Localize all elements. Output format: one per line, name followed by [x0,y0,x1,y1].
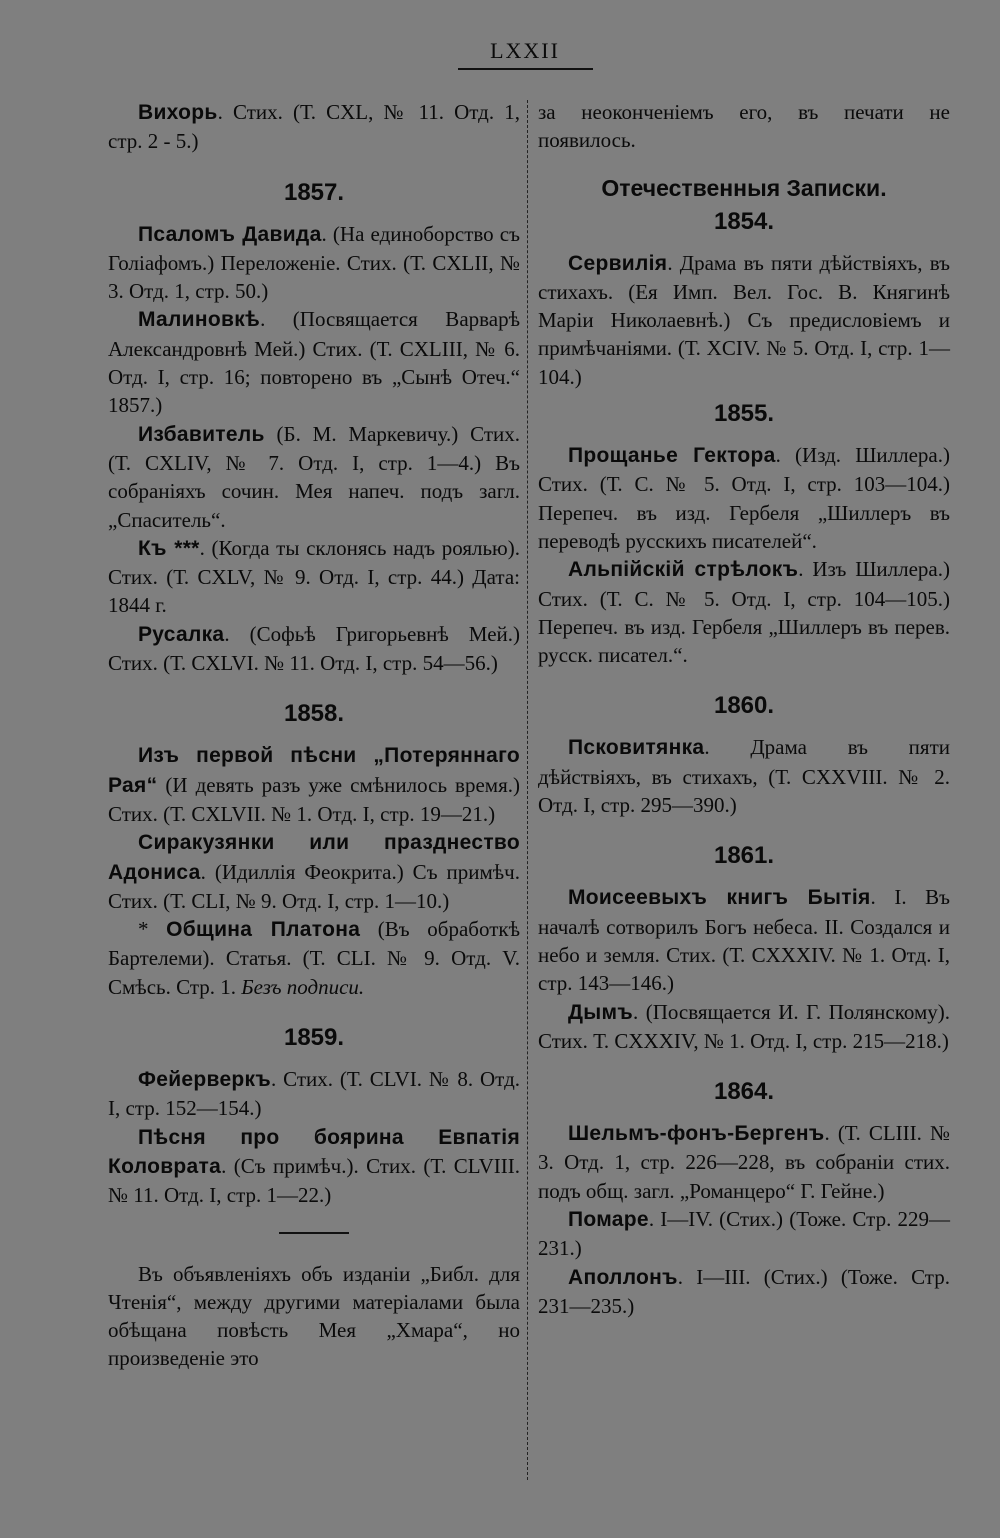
entry [108,620,520,678]
entry [108,220,520,306]
entry [108,98,520,156]
year-heading: 1859. [283,1024,345,1052]
entry-text: . (Идиллія Феокрита.) Съ примѣч. Стих. (Т. CLI, № 9. Отд. I, стр. 1—10.) [108,859,520,913]
entry-text: . (Т. CLIII. № 3. Отд. 1, стр. 226—228, въ собраніи стих. подъ общ. загл. „Романцеро“ Г. Гейне.) [538,1121,950,1203]
entry [108,305,520,419]
section-rule [279,1232,349,1234]
entry-title: Къ *** [138,536,200,560]
entry [538,998,950,1056]
entry-title: Псковитянка [568,736,705,760]
entry-title: Шельмъ-фонъ-Бергенъ [568,1122,825,1146]
entry [538,249,950,391]
year-heading: 1861. [713,842,775,870]
entry-title: Моисеевыхъ книгъ Бытія [568,886,871,910]
entry [538,1119,950,1205]
entry-text: . Изъ Шиллера.) Стих. (Т. C. № 5. Отд. I, стр. 104—105.) Перепеч. въ изд. Гербеля „Шиллеръ въ перев. русск. писател.“. [538,557,950,668]
entry-title: Вихорь [138,101,218,124]
year-heading: 1857. [283,178,345,206]
entry-text: . Стих. (Т. CXL, № 11. Отд. 1, стр. 2 - 5.) [108,100,520,154]
entry-title: Сервилія [568,251,668,275]
column-divider [527,100,528,1480]
entry [108,741,520,828]
header-rule [458,68,593,70]
right-column [538,98,950,1320]
footnote: Въ объявленіяхъ объ изданіи „Библ. для Чтенія“, между другими матеріалами была обѣщана повѣсть Мея „Хмара“, но произведеніе это [108,1261,520,1371]
entry-title: Прощанье Гектора [568,444,776,468]
entry-title: Псаломъ Давида [138,222,322,246]
entry-text: . (Софьѣ Григорьевнѣ Мей.) Стих. (Т. CXLVI. № 11. Отд. I, стр. 54—56.) [108,621,520,676]
entry-prefix: * [138,917,167,942]
entry-text: . (Изд. Шиллера.) Стих. (Т. C. № 5. Отд. I, стр. 103—104.) Перепеч. въ изд. Гербеля „Шиллеръ въ переводѣ русскихъ писателей“. [538,443,950,553]
entry [108,1065,520,1123]
entry-text: . I—III. (Стих.) (Тоже. Стр. 231—235.) [538,1264,950,1318]
entry [108,828,520,915]
entry-text: (И девять разъ уже смѣнилось время.) Стих. (Т. CXLVII. № 1. Отд. I, стр. 19—21.) [108,772,520,826]
year-heading: 1855. [713,400,775,428]
entry-title: Изъ первой пѣсни „Потеряннаго Рая“ [108,744,520,797]
entry-text: . Драма въ пяти дѣйствіяхъ, въ стихахъ, (Т. CXXVIII. № 2. Отд. I, стр. 295—390.) [538,735,950,818]
entry [538,883,950,997]
entry-text: . Драма въ пяти дѣйствіяхъ, въ стихахъ. (Ея Имп. Вел. Гос. В. Княгинѣ Маріи Николаевнѣ.) Съ предисловіемъ и примѣчаніями. (Т. XCIV. № 5. Отд. I, стр. 1—104.) [538,250,950,389]
entry-title: Альпійскій стрѣлокъ [568,558,799,582]
entry [538,555,950,669]
entry-text: . (Съ примѣч.). Стих. (Т. CLVIII. № 11. Отд. I, стр. 1—22.) [108,1153,520,1208]
footnote-continuation: за неоконченіемъ его, въ печати не появилось. [538,100,950,153]
entry-title: Русалка [138,622,225,646]
journal-heading: Отечественныя Записки. [601,174,887,201]
entry-text: . (Когда ты склонясь надъ роялью). Стих. (Т. CXLV, № 9. Отд. I, стр. 44.) Дата: 1844 г. [108,535,520,618]
entry-title: Дымъ [568,1000,633,1024]
year-heading: 1864. [713,1078,775,1106]
page-number: LXXII [490,38,560,63]
entry-title: Община Платона [166,918,361,942]
entry-title: Малиновкѣ [138,308,261,332]
entry-text: (Въ обработкѣ Бартелеми). Статья. (Т. CLI. № 9. Отд. V. Смѣсь. Стр. 1. [108,917,520,999]
year-heading: 1854. [713,207,775,235]
entry-text: . Стих. (Т. CLVI. № 8. Отд. I, стр. 152—154.) [108,1067,520,1121]
entry-title: Избавитель [138,422,265,446]
left-column [108,98,520,1373]
year-heading: 1860. [713,692,775,720]
entry-text: . I—IV. (Стих.) (Тоже. Стр. 229—231.) [538,1207,950,1261]
entry-title: Аполлонъ [568,1265,678,1289]
entry-title: Пѣсня про боярина Евпатія Коловрата [108,1125,520,1178]
entry [538,1263,950,1321]
entry-title: Фейерверкъ [138,1068,271,1092]
entry [538,441,950,555]
entry [538,1205,950,1263]
entry-title: Помаре [568,1208,649,1232]
entry-title: Сиракузянки или празднество Адониса [108,831,520,884]
year-heading: 1858. [283,700,345,728]
entry [108,534,520,620]
entry-text: . I. Въ началѣ сотворилъ Богъ небеса. II. Создался и небо и земля. Стих. (Т. CXXXIV. № 1. Отд. I, стр. 143—146.) [538,885,950,996]
entry-text: . (На единоборство съ Голіафомъ.) Переложеніе. Стих. (Т. CXLII, № 3. Отд. 1, стр. 50.) [108,221,520,304]
entry [108,1123,520,1210]
entry-italic-note: Безъ подписи. [241,974,365,999]
entry-text: . (Посвящается Варварѣ Александровнѣ Мей.) Стих. (Т. CXLIII, № 6. Отд. I, стр. 16; повторено въ „Сынѣ Отеч.“ 1857.) [108,307,520,418]
entry [538,733,950,819]
entry [108,420,520,534]
entry [108,915,520,1001]
entry-text: . (Посвящается И. Г. Полянскому). Стих. Т. CXXXIV, № 1. Отд. I, стр. 215—218.) [538,999,950,1053]
entry-text: (Б. М. Маркевичу.) Стих. (Т. CXLIV, № 7. Отд. I, стр. 1—4.) Въ собраніяхъ сочин. Мея напеч. подъ загл. „Спаситель“. [108,421,520,532]
